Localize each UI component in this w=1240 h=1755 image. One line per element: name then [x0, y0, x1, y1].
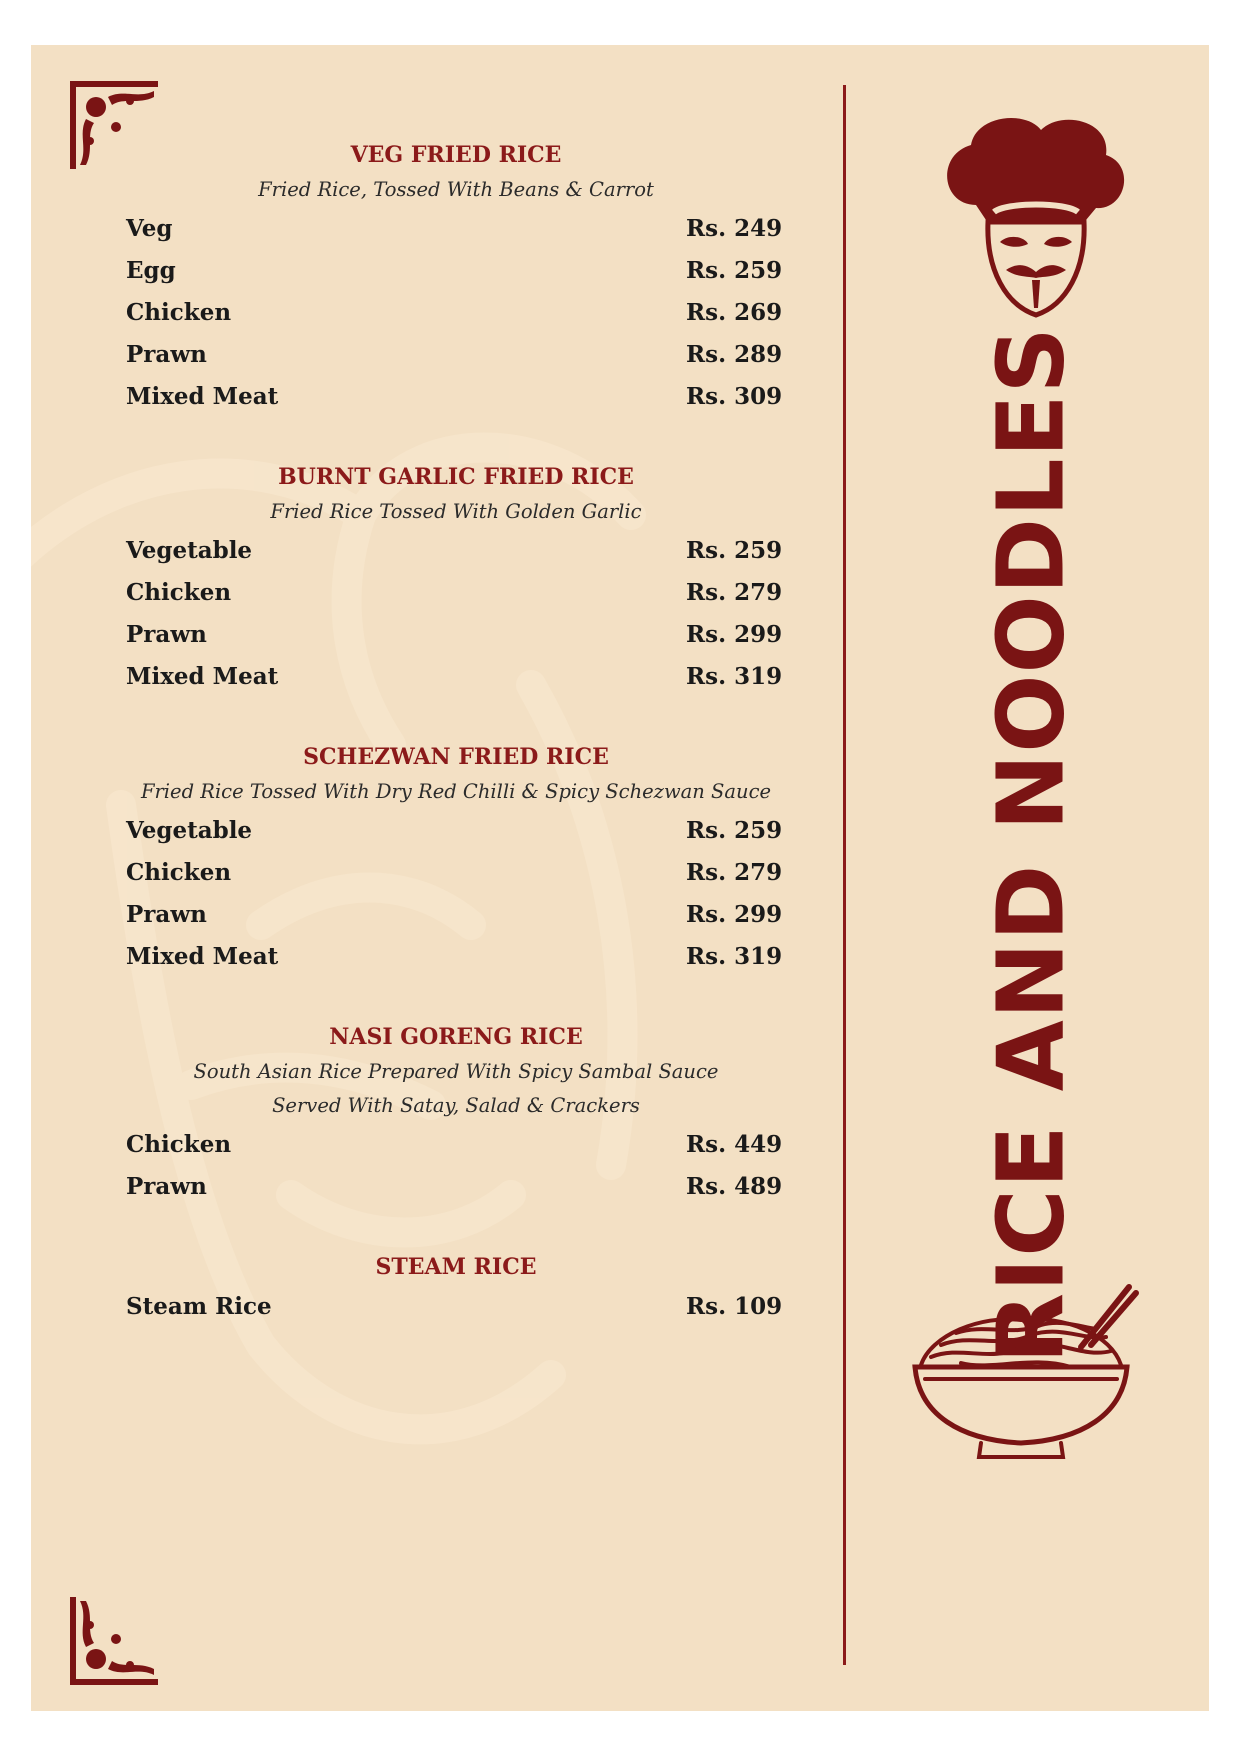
menu-item [126, 375, 786, 417]
item-name: Chicken [126, 578, 232, 606]
menu-section [126, 459, 786, 697]
item-name: Prawn [126, 620, 207, 648]
item-price: Rs. 289 [686, 340, 783, 368]
section-description: Fried Rice Tossed With Golden Garlic [270, 500, 642, 523]
item-price: Rs. 269 [686, 298, 783, 326]
section-description: Served With Satay, Salad & Crackers [272, 1094, 640, 1117]
section-title: STEAM RICE [375, 1254, 537, 1280]
menu-section [126, 137, 786, 417]
item-price: Rs. 279 [686, 578, 783, 606]
menu-item [126, 249, 786, 291]
chef-mask-icon [936, 110, 1136, 330]
section-title: BURNT GARLIC FRIED RICE [278, 464, 634, 490]
section-title: NASI GORENG RICE [329, 1024, 583, 1050]
menu-page [31, 45, 1209, 1711]
menu-item [126, 1285, 786, 1327]
menu-item [126, 809, 786, 851]
menu-item [126, 851, 786, 893]
item-name: Steam Rice [126, 1292, 272, 1320]
noodle-bowl-icon [901, 1275, 1141, 1465]
section-description: Fried Rice Tossed With Dry Red Chilli & Spicy Schezwan Sauce [140, 780, 772, 803]
vertical-title-wrap [966, 326, 1096, 1364]
item-price: Rs. 259 [686, 816, 783, 844]
menu-item [126, 935, 786, 977]
menu-item [126, 893, 786, 935]
item-name: Chicken [126, 858, 232, 886]
item-name: Mixed Meat [126, 662, 279, 690]
item-name: Mixed Meat [126, 382, 279, 410]
menu-item [126, 1123, 786, 1165]
item-price: Rs. 299 [686, 900, 783, 928]
menu-section [126, 1019, 786, 1207]
item-price: Rs. 319 [686, 942, 783, 970]
item-name: Prawn [126, 1172, 207, 1200]
menu-item [126, 291, 786, 333]
item-name: Prawn [126, 340, 207, 368]
menu-section [126, 739, 786, 977]
item-price: Rs. 249 [686, 214, 783, 242]
item-price: Rs. 259 [686, 536, 783, 564]
item-name: Vegetable [126, 536, 253, 564]
menu-item [126, 1165, 786, 1207]
menu-item [126, 655, 786, 697]
menu-item [126, 207, 786, 249]
item-price: Rs. 279 [686, 858, 783, 886]
item-name: Chicken [126, 298, 232, 326]
section-title: SCHEZWAN FRIED RICE [303, 744, 609, 770]
vertical-divider [843, 85, 846, 1665]
item-price: Rs. 259 [686, 256, 783, 284]
item-price: Rs. 299 [686, 620, 783, 648]
item-price: Rs. 489 [686, 1172, 783, 1200]
section-title: VEG FRIED RICE [350, 142, 562, 168]
menu-section [126, 1249, 786, 1327]
item-price: Rs. 319 [686, 662, 783, 690]
item-name: Prawn [126, 900, 207, 928]
menu-item [126, 613, 786, 655]
menu-item [126, 571, 786, 613]
item-name: Chicken [126, 1130, 232, 1158]
item-price: Rs. 109 [686, 1292, 783, 1320]
item-name: Vegetable [126, 816, 253, 844]
ornament-corner-icon [68, 1595, 160, 1687]
page-title: RICE AND NOODLES [977, 326, 1085, 1364]
item-name: Veg [126, 214, 173, 242]
menu-item [126, 333, 786, 375]
item-name: Mixed Meat [126, 942, 279, 970]
item-name: Egg [126, 256, 176, 284]
menu-list [126, 137, 786, 1369]
section-description: Fried Rice, Tossed With Beans & Carrot [258, 178, 654, 201]
menu-item [126, 529, 786, 571]
item-price: Rs. 309 [686, 382, 783, 410]
item-price: Rs. 449 [686, 1130, 783, 1158]
section-description: South Asian Rice Prepared With Spicy Sambal Sauce [193, 1060, 719, 1083]
